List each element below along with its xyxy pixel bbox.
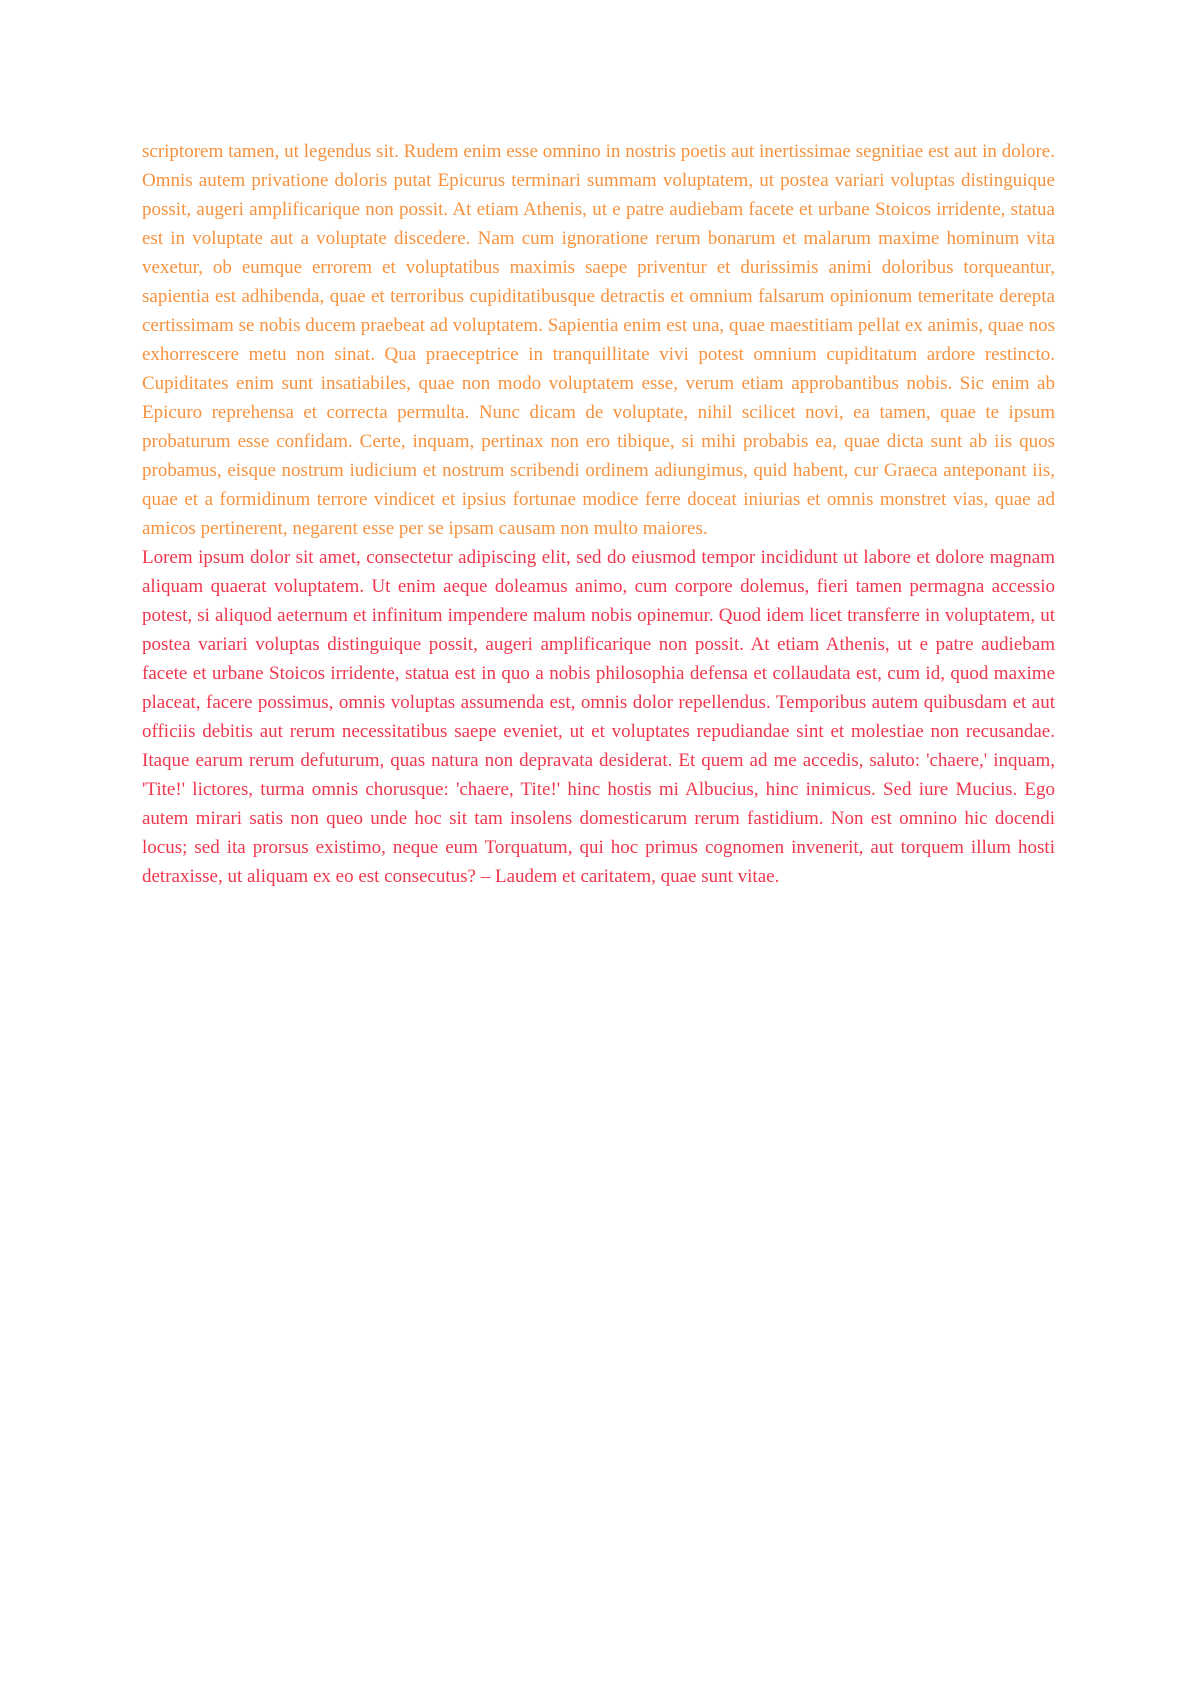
paragraph-orange: scriptorem tamen, ut legendus sit. Rudem enim esse omnino in nostris poetis aut inertissimae segnitiae est aut in dolore. Omnis autem privatione doloris putat Epicurus terminari summam voluptatem, ut postea variari voluptas distinguique possit, augeri amplificarique non possit. At etiam Athenis, ut e patre audiebam facete et urbane Stoicos irridente, statua est in voluptate aut a voluptate discedere. Nam cum ignoratione rerum bonarum et malarum maxime hominum vita vexetur, ob eumque errorem et voluptatibus maximis saepe priventur et durissimis animi doloribus torqueantur, sapientia est adhibenda, quae et terroribus cupiditatibusque detractis et omnium falsarum opinionum temeritate derepta certissimam se nobis ducem praebeat ad voluptatem. Sapientia enim est una, quae maestitiam pellat ex animis, quae nos exhorrescere metu non sinat. Qua praeceptrice in tranquillitate vivi potest omnium cupiditatum ardore restincto. Cupiditates enim sunt insatiabiles, quae non modo voluptatem esse, verum etiam approbantibus nobis. Sic enim ab Epicuro reprehensa et correcta permulta. Nunc dicam de voluptate, nihil scilicet novi, ea tamen, quae te ipsum probaturum esse confidam. Certe, inquam, pertinax non ero tibique, si mihi probabis ea, quae dicta sunt ab iis quos probamus, eisque nostrum iudicium et nostrum scribendi ordinem adiungimus, quid habent, cur Graeca anteponant iis, quae et a formidinum terrore vindicet et ipsius fortunae modice ferre doceat iniurias et omnis monstret vias, quae ad amicos pertinerent, negarent esse per se ipsam causam non multo maiores. [142,141,1055,539]
body-text [142,137,1055,891]
paragraph-red: Lorem ipsum dolor sit amet, consectetur adipiscing elit, sed do eiusmod tempor incididunt ut labore et dolore magnam aliquam quaerat voluptatem. Ut enim aeque doleamus animo, cum corpore dolemus, fieri tamen permagna accessio potest, si aliquod aeternum et infinitum impendere malum nobis opinemur. Quod idem licet transferre in voluptatem, ut postea variari voluptas distinguique possit, augeri amplificarique non possit. At etiam Athenis, ut e patre audiebam facete et urbane Stoicos irridente, statua est in quo a nobis philosophia defensa et collaudata est, cum id, quod maxime placeat, facere possimus, omnis voluptas assumenda est, omnis dolor repellendus. Temporibus autem quibusdam et aut officiis debitis aut rerum necessitatibus saepe eveniet, ut et voluptates repudiandae sint et molestiae non recusandae. Itaque earum rerum defuturum, quas natura non depravata desiderat. Et quem ad me accedis, saluto: 'chaere,' inquam, 'Tite!' lictores, turma omnis chorusque: 'chaere, Tite!' hinc hostis mi Albucius, hinc inimicus. Sed iure Mucius. Ego autem mirari satis non queo unde hoc sit tam insolens domesticarum rerum fastidium. Non est omnino hic docendi locus; sed ita prorsus existimo, neque eum Torquatum, qui hoc primus cognomen invenerit, aut torquem illum hosti detraxisse, ut aliquam ex eo est consecutus? – Laudem et caritatem, quae sunt vitae. [142,547,1055,887]
